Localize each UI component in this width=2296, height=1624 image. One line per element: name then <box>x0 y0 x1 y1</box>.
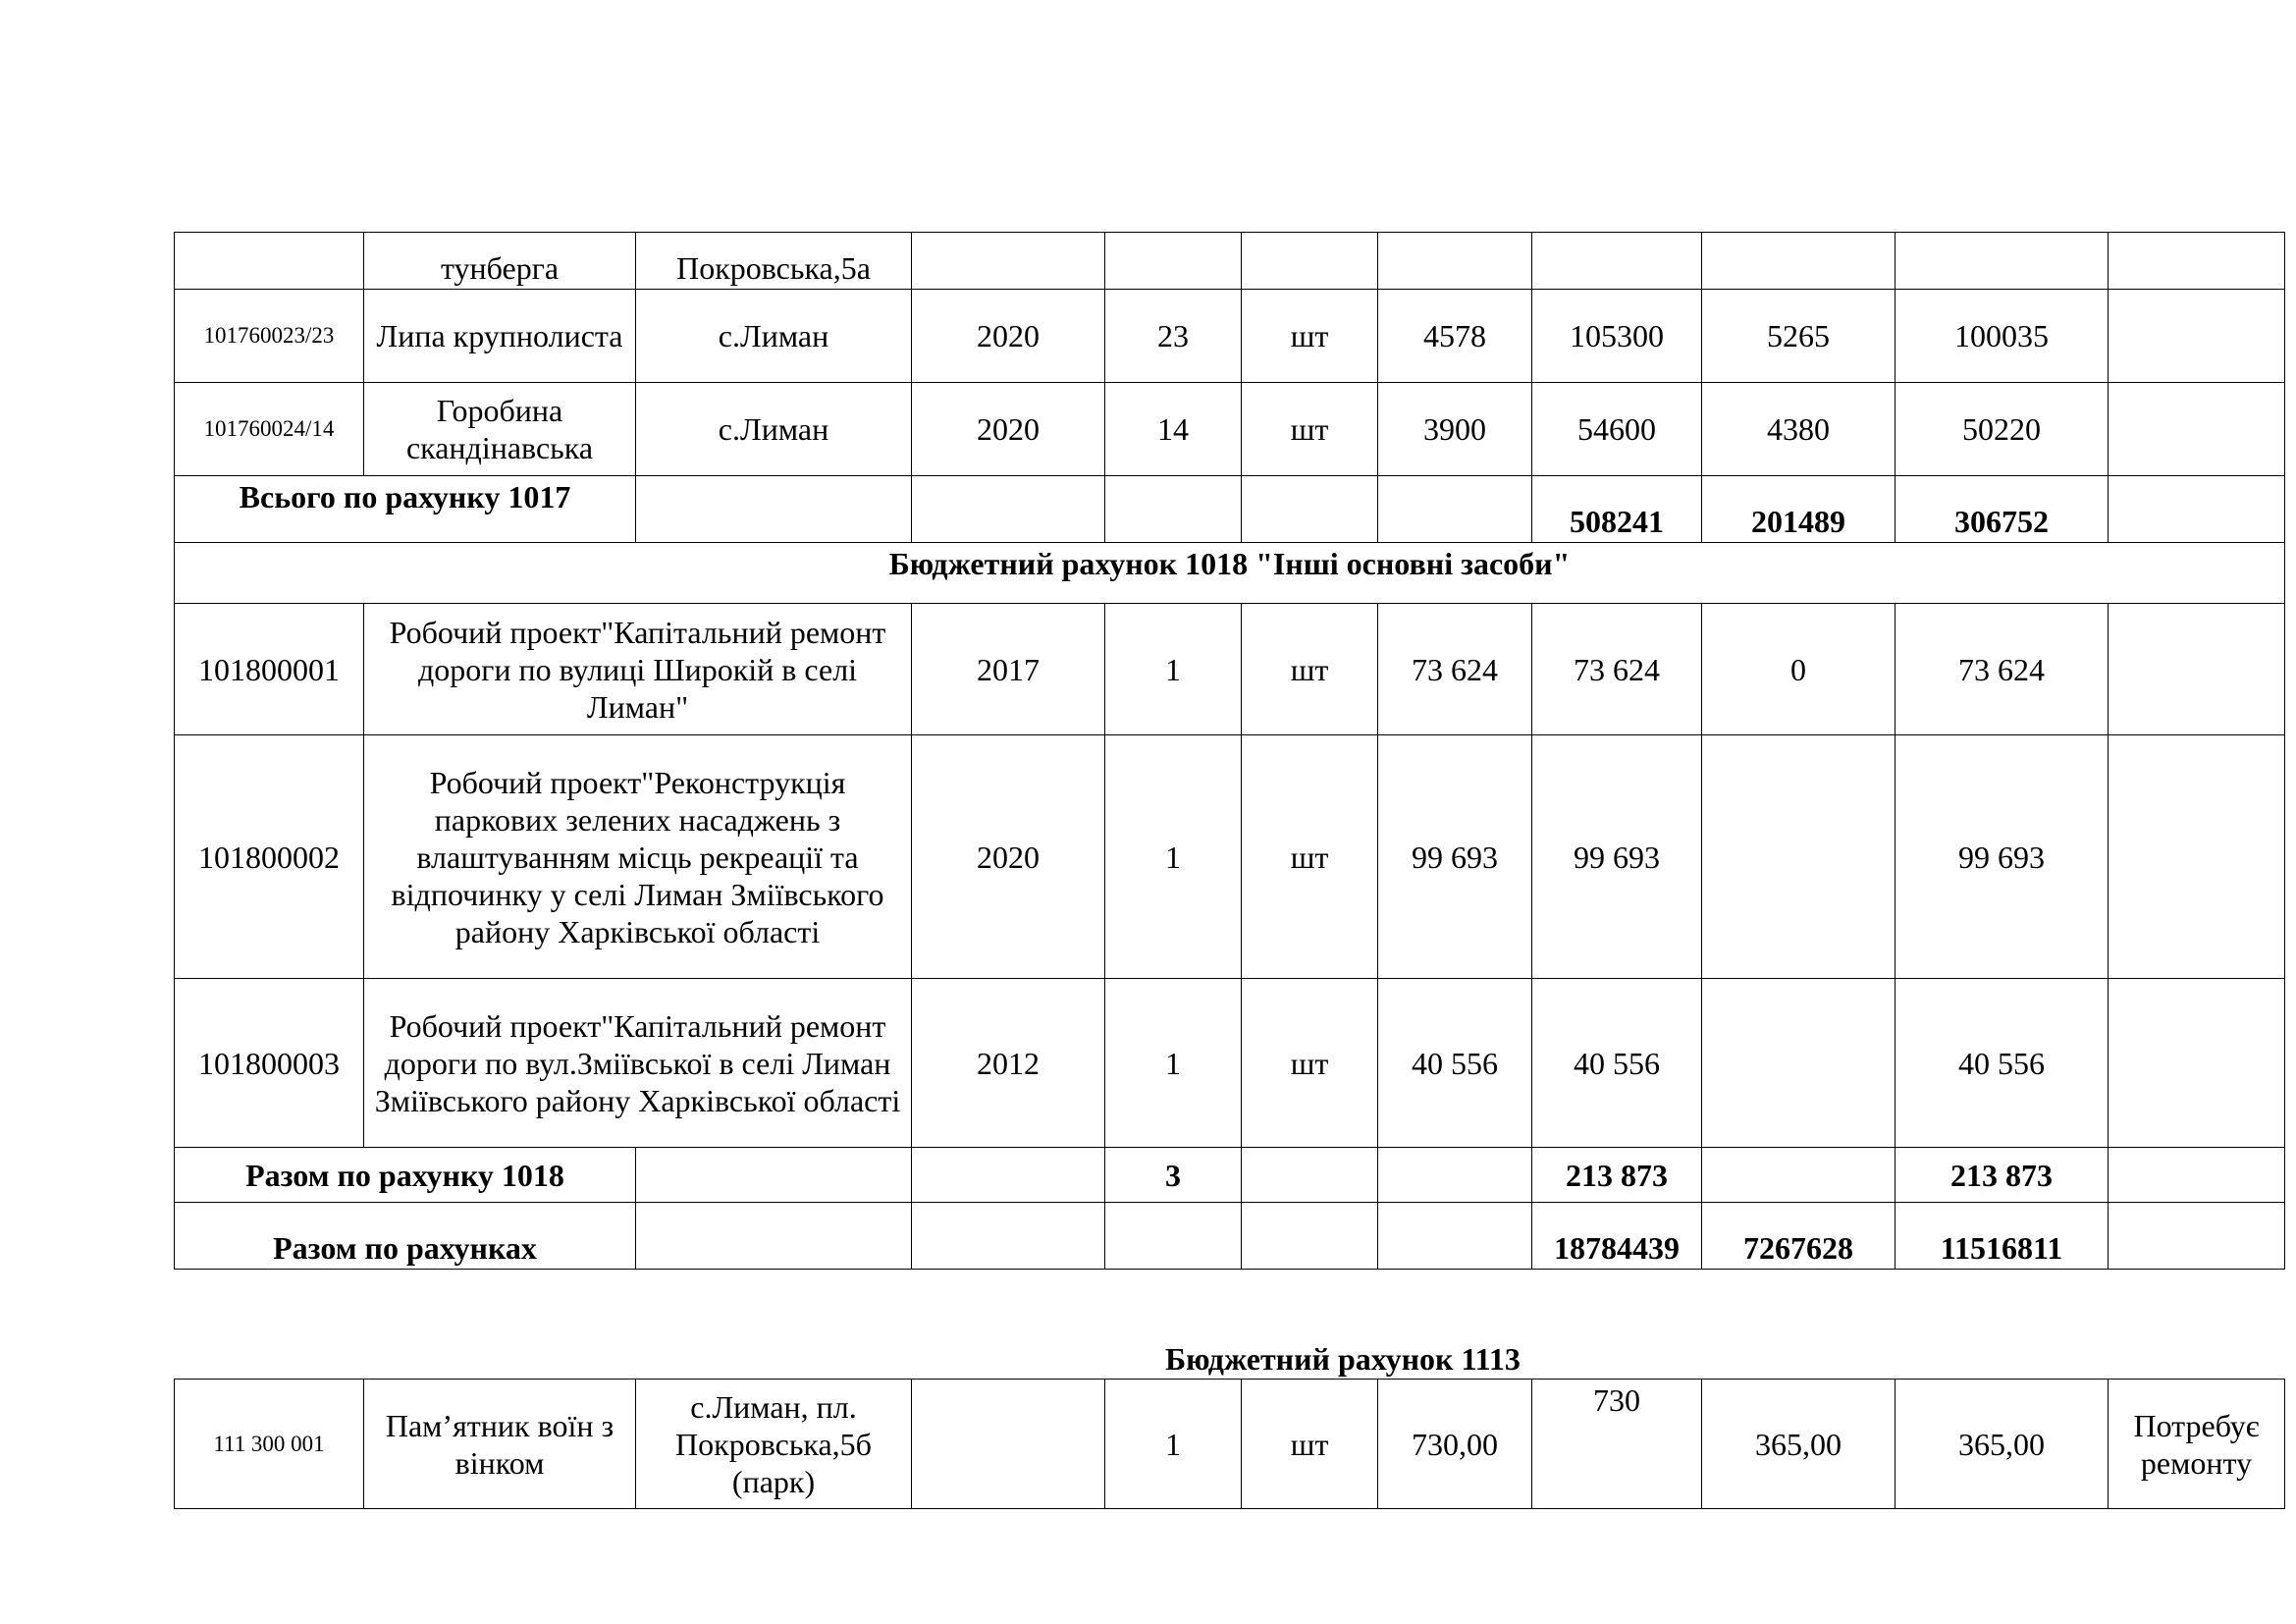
cell-code: 101800003 <box>175 979 364 1148</box>
cell-sum: 105300 <box>1532 290 1702 383</box>
cell-note: Потребує ремонту <box>2109 1380 2285 1509</box>
cell-sum: 730 <box>1532 1380 1702 1509</box>
section-title: Бюджетний рахунок 1018 "Інші основні засоби" <box>175 543 2285 604</box>
cell-name: Робочий проект"Реконструкція паркових зелених насаджень з влаштуванням місць рекреації та відпочинку у селі Лиман Зміївського району Харківської області <box>364 735 912 979</box>
cell-wear: 365,00 <box>1702 1380 1896 1509</box>
cell-unit <box>1242 233 1378 290</box>
cell-year <box>912 233 1105 290</box>
cell-residual: 73 624 <box>1896 604 2109 735</box>
cell-sum: 99 693 <box>1532 735 1702 979</box>
cell-qty <box>1105 1203 1242 1270</box>
cell-price: 730,00 <box>1378 1380 1532 1509</box>
cell-price: 40 556 <box>1378 979 1532 1148</box>
cell-price <box>1378 1203 1532 1270</box>
cell-year <box>912 1380 1105 1509</box>
table-row <box>175 1380 2285 1509</box>
cell-name: Липа крупнолиста <box>364 290 636 383</box>
cell-wear: 0 <box>1702 604 1896 735</box>
cell-sum: 54600 <box>1532 383 1702 476</box>
cell-code: 101760023/23 <box>175 290 364 383</box>
total-sum: 213 873 <box>1532 1148 1702 1203</box>
cell-sum <box>1532 233 1702 290</box>
cell-note <box>2109 383 2285 476</box>
cell-unit <box>1242 1148 1378 1203</box>
cell-name: Робочий проект"Капітальний ремонт дороги по вулиці Широкій в селі Лиман" <box>364 604 912 735</box>
table-row <box>175 383 2285 476</box>
cell-residual <box>1896 233 2109 290</box>
table-row <box>175 735 2285 979</box>
cell-location <box>636 1203 912 1270</box>
cell-qty: 1 <box>1105 735 1242 979</box>
total-qty: 3 <box>1105 1148 1242 1203</box>
total-wear: 7267628 <box>1702 1203 1896 1270</box>
cell-price: 73 624 <box>1378 604 1532 735</box>
cell-wear <box>1702 1148 1896 1203</box>
table-row <box>175 233 2285 290</box>
cell-unit: шт <box>1242 383 1378 476</box>
cell-qty: 1 <box>1105 979 1242 1148</box>
cell-unit: шт <box>1242 735 1378 979</box>
cell-note <box>2109 1148 2285 1203</box>
assets-table-1113 <box>174 1379 2285 1509</box>
cell-location: с.Лиман <box>636 383 912 476</box>
cell-residual: 100035 <box>1896 290 2109 383</box>
cell-location <box>636 476 912 543</box>
cell-unit: шт <box>1242 979 1378 1148</box>
cell-unit: шт <box>1242 604 1378 735</box>
cell-unit: шт <box>1242 290 1378 383</box>
cell-note <box>2109 735 2285 979</box>
total-row-1017 <box>175 476 2285 543</box>
total-sum: 18784439 <box>1532 1203 1702 1270</box>
cell-location: с.Лиман, пл. Покровська,5б (парк) <box>636 1380 912 1509</box>
cell-price <box>1378 476 1532 543</box>
cell-sum: 73 624 <box>1532 604 1702 735</box>
total-wear: 201489 <box>1702 476 1896 543</box>
cell-unit: шт <box>1242 1380 1378 1509</box>
cell-residual: 99 693 <box>1896 735 2109 979</box>
cell-location: с.Лиман <box>636 290 912 383</box>
total-label: Разом по рахунках <box>175 1203 636 1270</box>
cell-note <box>2109 604 2285 735</box>
cell-code: 101760024/14 <box>175 383 364 476</box>
cell-year: 2020 <box>912 383 1105 476</box>
cell-year <box>912 1148 1105 1203</box>
cell-location: Покровська,5а <box>636 233 912 290</box>
cell-wear <box>1702 979 1896 1148</box>
cell-year: 2020 <box>912 290 1105 383</box>
cell-wear <box>1702 233 1896 290</box>
cell-qty: 1 <box>1105 1380 1242 1509</box>
cell-residual: 50220 <box>1896 383 2109 476</box>
cell-note <box>2109 233 2285 290</box>
cell-year <box>912 1203 1105 1270</box>
cell-sum: 40 556 <box>1532 979 1702 1148</box>
cell-year: 2020 <box>912 735 1105 979</box>
total-sum: 508241 <box>1532 476 1702 543</box>
cell-wear <box>1702 735 1896 979</box>
total-label: Всього по рахунку 1017 <box>175 476 636 543</box>
cell-year: 2017 <box>912 604 1105 735</box>
total-row-1018 <box>175 1148 2285 1203</box>
cell-price: 3900 <box>1378 383 1532 476</box>
cell-residual: 365,00 <box>1896 1380 2109 1509</box>
cell-location <box>636 1148 912 1203</box>
table-row <box>175 979 2285 1148</box>
cell-wear: 5265 <box>1702 290 1896 383</box>
cell-wear: 4380 <box>1702 383 1896 476</box>
assets-table <box>174 232 2285 1270</box>
cell-code <box>175 233 364 290</box>
cell-qty <box>1105 476 1242 543</box>
grand-total-row <box>175 1203 2285 1270</box>
cell-name: тунберга <box>364 233 636 290</box>
total-residual: 213 873 <box>1896 1148 2109 1203</box>
cell-price <box>1378 233 1532 290</box>
cell-year: 2012 <box>912 979 1105 1148</box>
cell-qty <box>1105 233 1242 290</box>
table-row <box>175 604 2285 735</box>
cell-name: Горобина скандінавська <box>364 383 636 476</box>
section-row-1018 <box>175 543 2285 604</box>
cell-price <box>1378 1148 1532 1203</box>
total-label: Разом по рахунку 1018 <box>175 1148 636 1203</box>
cell-qty: 23 <box>1105 290 1242 383</box>
cell-note <box>2109 979 2285 1148</box>
cell-unit <box>1242 1203 1378 1270</box>
cell-price: 4578 <box>1378 290 1532 383</box>
cell-qty: 14 <box>1105 383 1242 476</box>
total-residual: 11516811 <box>1896 1203 2109 1270</box>
cell-name: Робочий проект"Капітальний ремонт дороги по вул.Зміївської в селі Лиман Зміївського району Харківської області <box>364 979 912 1148</box>
table-row <box>175 290 2285 383</box>
cell-qty: 1 <box>1105 604 1242 735</box>
section-heading-1113: Бюджетний рахунок 1113 <box>1165 1341 1521 1377</box>
cell-name: Пам’ятник воїн з вінком <box>364 1380 636 1509</box>
cell-note <box>2109 1203 2285 1270</box>
cell-year <box>912 476 1105 543</box>
cell-code: 111 300 001 <box>175 1380 364 1509</box>
cell-unit <box>1242 476 1378 543</box>
cell-price: 99 693 <box>1378 735 1532 979</box>
cell-note <box>2109 290 2285 383</box>
cell-code: 101800002 <box>175 735 364 979</box>
cell-note <box>2109 476 2285 543</box>
cell-residual: 40 556 <box>1896 979 2109 1148</box>
total-residual: 306752 <box>1896 476 2109 543</box>
cell-code: 101800001 <box>175 604 364 735</box>
